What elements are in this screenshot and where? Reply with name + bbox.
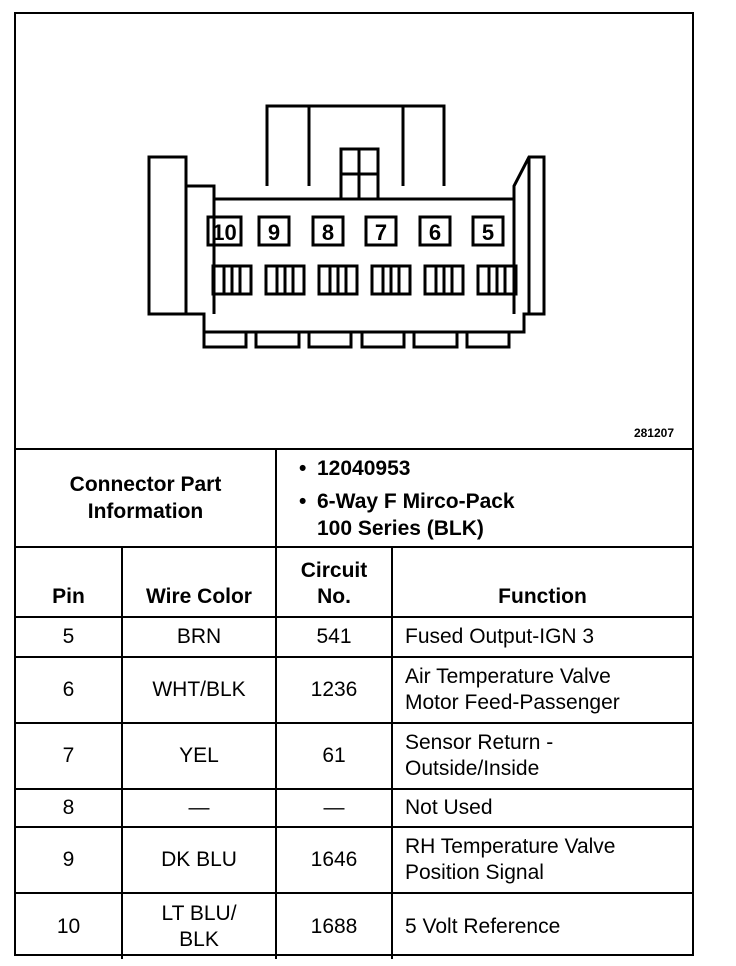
terminal-cavity (319, 266, 357, 294)
terminal-cavity (425, 266, 463, 294)
part-info-values (276, 449, 692, 547)
pin-label: 6 (428, 220, 442, 245)
circuit-header-line: No. (317, 585, 351, 608)
pin-label: 10 (212, 220, 237, 245)
connector-figure (14, 12, 694, 956)
pin-label: 5 (481, 220, 495, 245)
function-cell (392, 827, 692, 893)
terminal-cavity (372, 266, 410, 294)
function-line: Outside/Inside (405, 757, 540, 780)
function-line: Motor Feed-Passenger (405, 691, 620, 714)
wire-color-line: LT BLU/ (161, 901, 237, 925)
pin-cell: 5 (16, 617, 122, 657)
part-number: 12040953 (317, 456, 411, 480)
connector-table (16, 448, 692, 959)
connector-face-diagram (16, 14, 692, 448)
function-cell (392, 723, 692, 789)
function-line: RH Temperature Valve (405, 835, 616, 858)
pin-label: 7 (374, 220, 388, 245)
part-description: 6-Way F Mirco-Pack (317, 489, 515, 513)
pin-label: 8 (321, 220, 335, 245)
table-row (16, 789, 692, 827)
pin-cell: 10 (16, 893, 122, 959)
wire-color-line: BLK (179, 927, 219, 951)
wire-color-cell: DK BLU (122, 827, 276, 893)
circuit-cell: 1688 (276, 893, 392, 959)
table-row (16, 723, 692, 789)
function-line: Not Used (405, 796, 493, 819)
circuit-cell: — (276, 789, 392, 827)
circuit-cell: 1646 (276, 827, 392, 893)
bullet: • (299, 456, 307, 480)
part-info-row (16, 449, 692, 547)
circuit-header (276, 547, 392, 617)
part-info-label-line: Information (87, 500, 204, 523)
pin-cell: 8 (16, 789, 122, 827)
pin-cell: 7 (16, 723, 122, 789)
pin-cell: 6 (16, 657, 122, 723)
circuit-cell: 61 (276, 723, 392, 789)
figure-id: 281207 (633, 426, 674, 440)
pin-cell: 9 (16, 827, 122, 893)
function-header: Function (392, 547, 692, 617)
function-line: Sensor Return - (405, 731, 554, 754)
header-row (16, 547, 692, 617)
function-line: Fused Output-IGN 3 (405, 625, 595, 648)
circuit-cell: 1236 (276, 657, 392, 723)
function-cell (392, 789, 692, 827)
pin-label: 9 (267, 220, 281, 245)
wire-color-cell: YEL (122, 723, 276, 789)
function-cell (392, 617, 692, 657)
circuit-cell: 541 (276, 617, 392, 657)
function-line: Air Temperature Valve (405, 665, 611, 688)
part-description: 100 Series (BLK) (317, 516, 484, 540)
pin-header: Pin (16, 547, 122, 617)
wire-color-cell (122, 893, 276, 959)
terminal-cavity (266, 266, 304, 294)
wire-color-cell: — (122, 789, 276, 827)
wire-color-header: Wire Color (122, 547, 276, 617)
wire-color-cell: BRN (122, 617, 276, 657)
table-row (16, 657, 692, 723)
function-cell (392, 893, 692, 959)
table-row (16, 617, 692, 657)
part-info-label-line: Connector Part (69, 473, 222, 496)
part-number-item (299, 455, 692, 482)
part-description-item (299, 488, 692, 542)
bullet: • (299, 489, 307, 513)
circuit-header-line: Circuit (300, 559, 368, 582)
terminal-cavity (213, 266, 251, 294)
function-line: 5 Volt Reference (405, 914, 561, 938)
function-line: Position Signal (405, 861, 544, 884)
terminal-cavity (478, 266, 516, 294)
table-row (16, 827, 692, 893)
function-cell (392, 657, 692, 723)
wire-color-cell: WHT/BLK (122, 657, 276, 723)
part-info-label (16, 449, 276, 547)
table-row (16, 893, 692, 959)
